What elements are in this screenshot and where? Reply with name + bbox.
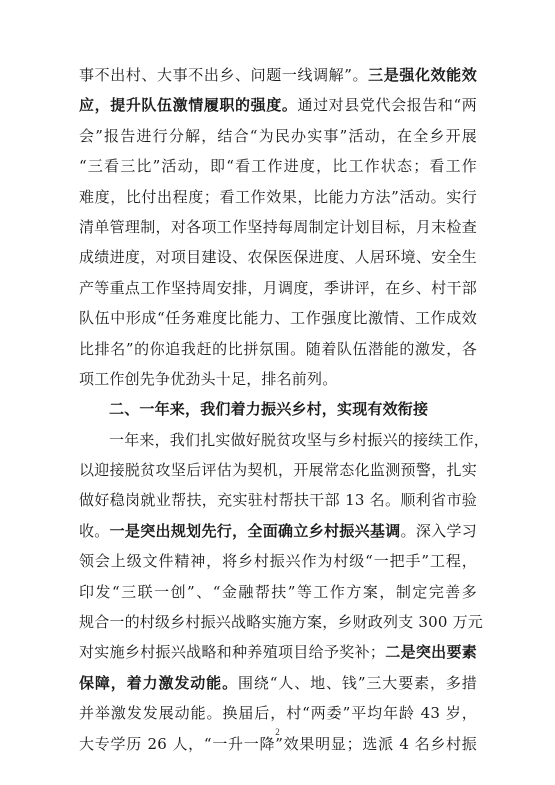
text-line: 领会上级文件精神，将乡村振兴作为村级“一把手”工程，	[79, 552, 477, 571]
document-body	[79, 60, 490, 759]
text-line: “三看三比”活动，即“看工作进度，比工作状态；看工作	[79, 157, 477, 176]
text-line: 难度，比付出程度；看工作效果，比能力方法”活动。实行	[79, 187, 477, 206]
text-line: 对实施乡村振兴战略和种养殖项目给予奖补；二是突出要素	[79, 643, 477, 662]
text-line: 项工作创先争优劲头十足，排名前列。	[79, 369, 338, 388]
text-line: 保障，着力激发动能。围绕“人、地、钱”三大要素，多措	[79, 673, 477, 692]
text-line: 一年来，我们扎实做好脱贫攻坚与乡村振兴的接续工作，	[109, 430, 490, 449]
text-line: 会”报告进行分解，结合“为民办实事”活动，在全乡开展	[79, 126, 477, 145]
text-line: 印发“三联一创”、“金融帮扶”等工作方案，制定完善多	[79, 582, 477, 601]
text-line: 比排名”的你追我赶的比拼氛围。随着队伍潜能的激发，各	[79, 339, 477, 358]
text-line: 并举激发发展动能。换届后，村“两委”平均年龄 43 岁，	[79, 704, 477, 723]
page-number: 2	[275, 727, 280, 737]
text-line: 收。一是突出规划先行，全面确立乡村振兴基调。深入学习	[79, 521, 477, 540]
text-line: 队伍中形成“任务难度比能力、工作强度比激情、工作成效	[79, 309, 477, 328]
text-line: 清单管理制，对各项工作坚持每周制定计划目标，月末检查	[79, 217, 477, 236]
text-line: 产等重点工作坚持周安排，月调度，季讲评，在乡、村干部	[79, 278, 477, 297]
section-heading: 二、一年来，我们着力振兴乡村，实现有效衔接	[109, 400, 429, 419]
text-line: 做好稳岗就业帮扶，充实驻村帮扶干部 13 名。顺利省市验	[79, 491, 477, 510]
text-line: 大专学历 26 人，“一升一降”效果明显；选派 4 名乡村振	[79, 734, 477, 753]
text-line: 以迎接脱贫攻坚后评估为契机，开展常态化监测预警，扎实	[79, 461, 477, 480]
text-line: 成绩进度，对项目建设、农保医保进度、人居环境、安全生	[79, 248, 477, 267]
text-line: 事不出村、大事不出乡、问题一线调解”。三是强化效能效	[79, 66, 477, 84]
text-line: 应，提升队伍激情履职的强度。通过对县党代会报告和“两	[79, 96, 477, 115]
text-line: 规合一的村级乡村振兴战略实施方案，乡财政列支 300 万元	[79, 613, 483, 632]
